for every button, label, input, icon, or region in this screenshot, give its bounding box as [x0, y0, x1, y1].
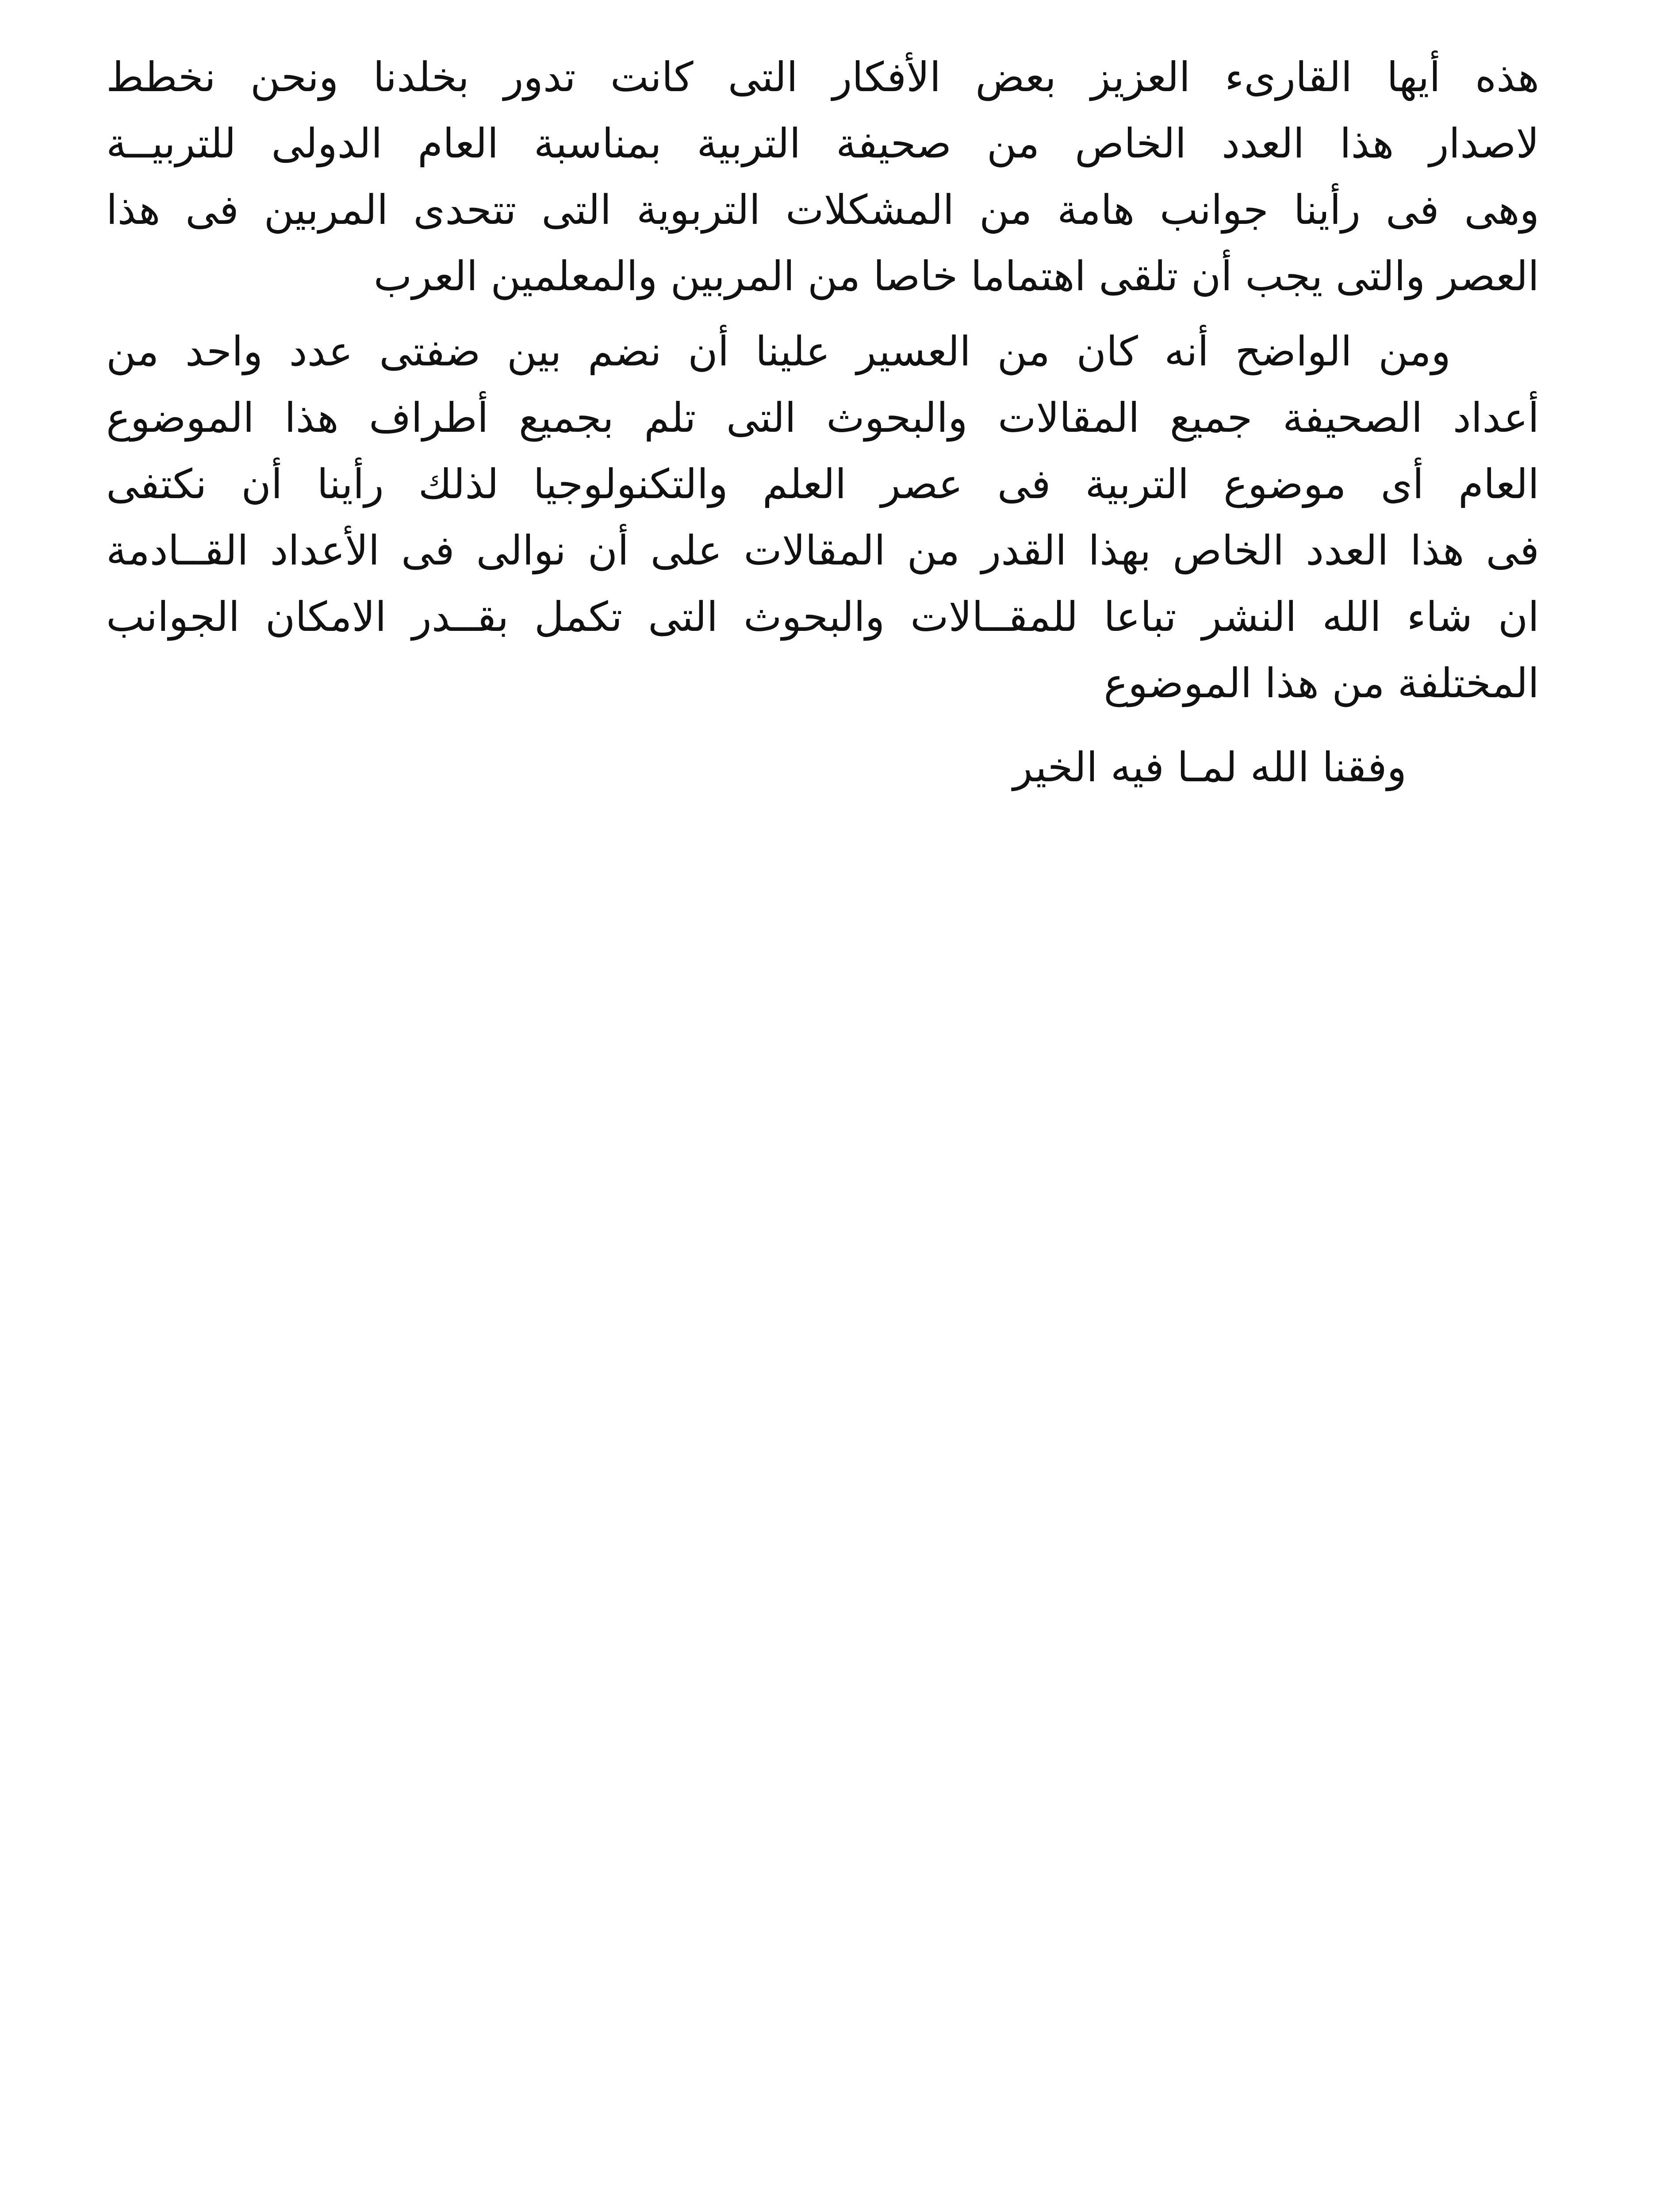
text-line: العصر والتى يجب أن تلقى اهتماما خاصا من المربين والمعلمين العرب: [373, 253, 1539, 300]
text-line: المختلفة من هذا الموضوع: [1104, 660, 1539, 707]
text-line: هذه أيها القارىء العزيز بعض الأفكار التى كانت تدور بخلدنا ونحن نخطط: [106, 54, 1539, 101]
text-line: ان شاء الله النشر تباعا للمقــالات والبحوث التى تكمل بقــدر الامكان الجوانب: [106, 593, 1539, 641]
text-line: ومن الواضح أنه كان من العسير علينا أن نضم بين ضفتى عدد واحد من: [106, 328, 1451, 375]
paragraph-intro: [106, 44, 1539, 310]
text-line: وهى فى رأينا جوانب هامة من المشكلات التربوية التى تتحدى المربين فى هذا: [106, 186, 1539, 234]
paragraph-body: [106, 319, 1539, 717]
closing-remark: [106, 734, 1539, 801]
text-line: أعداد الصحيفة جميع المقالات والبحوث التى تلم بجميع أطراف هذا الموضوع: [106, 394, 1539, 442]
text-line: العام أى موضوع التربية فى عصر العلم والتكنولوجيا لذلك رأينا أن نكتفى: [106, 461, 1539, 508]
text-line: فى هذا العدد الخاص بهذا القدر من المقالات على أن نوالى فى الأعداد القــادمة: [106, 527, 1539, 574]
text-line: لاصدار هذا العدد الخاص من صحيفة التربية بمناسبة العام الدولى للتربيــة: [106, 120, 1539, 167]
closing-line: وفقنا الله لمـا فيه الخير: [1013, 744, 1407, 791]
